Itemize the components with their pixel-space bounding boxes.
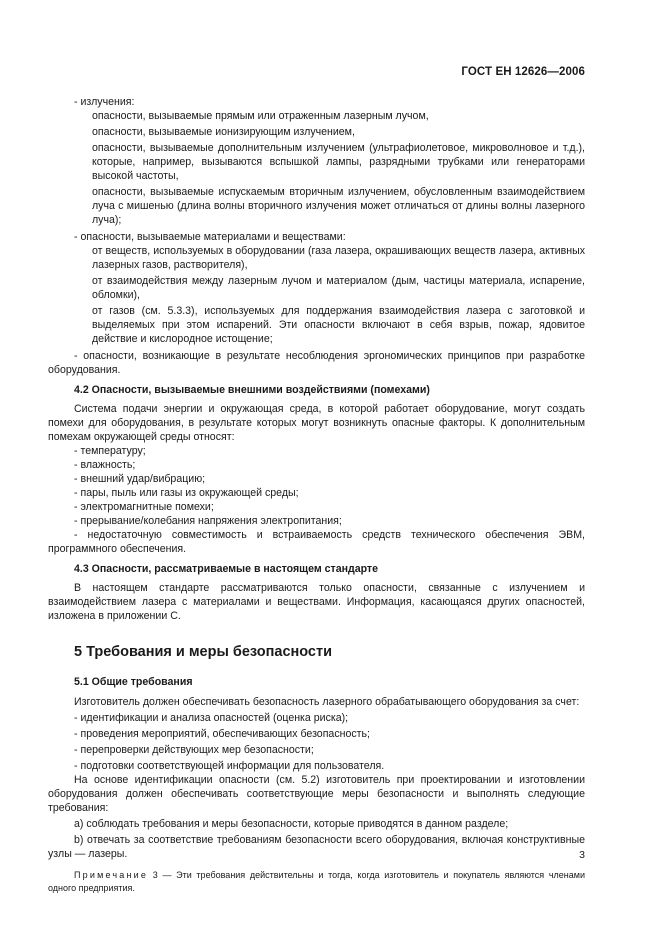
section-5-1-basis: На основе идентификации опасности (см. 5.2) изготовитель при проектировании и изготовлении оборудования должен обеспечивать соответствующие меры безопасности и выполнять следующие требования:: [48, 774, 585, 814]
page-content: [48, 95, 585, 895]
materials-item-3: от газов (см. 5.3.3), используемых для поддержания взаимодействия лазера с заготовкой и выделяемых при этом испарений. Эти опасности включают в себя взрыв, пожар, ядовитое действие и кислородное истощение;: [92, 305, 585, 345]
interference-item-3: - внешний удар/вибрацию;: [74, 473, 206, 485]
page-number: 3: [579, 849, 585, 861]
safety-item-3: - перепроверки действующих мер безопасности;: [74, 744, 314, 756]
radiation-item-1: опасности, вызываемые прямым или отраженным лазерным лучом,: [92, 110, 429, 122]
radiation-item-4: опасности, вызываемые испускаемым вторичным излучением, обусловленным взаимодействием луча с мишенью (длина волны вторичного излучения может отличаться от длины волны лазерного луча);: [92, 186, 585, 226]
section-5-1-heading: 5.1 Общие требования: [74, 676, 193, 688]
requirement-b: b) отвечать за соответствие требованиям безопасности всего оборудования, включая конструктивные узлы — лазеры.: [48, 834, 585, 860]
interference-item-6: - прерывание/колебания напряжения электропитания;: [74, 515, 342, 527]
note-3: [48, 869, 585, 895]
note-text: 3 — Эти требования действительны и тогда, когда изготовитель и покупатель являются членами одного предприятия.: [48, 870, 585, 893]
section-4-3-text: В настоящем стандарте рассматриваются только опасности, связанные с излучением и взаимодействием лазера с материалами и веществами. Информация, касающаяся других опасностей, изложена в приложении С.: [48, 582, 585, 622]
radiation-item-3: опасности, вызываемые дополнительным излучением (ультрафиолетовое, микроволновое и т.д.), которые, например, вызываются вспышкой лампы, разрядными трубками или генераторами высокой частоты,: [92, 142, 585, 182]
interference-item-1: - температуру;: [74, 445, 146, 457]
requirement-a: а) соблюдать требования и меры безопасности, которые приводятся в данном разделе;: [74, 818, 509, 830]
materials-title: - опасности, вызываемые материалами и веществами:: [74, 231, 346, 243]
standard-header: ГОСТ ЕН 12626—2006: [461, 66, 585, 78]
safety-item-1: - идентификации и анализа опасностей (оценка риска);: [74, 712, 349, 724]
interference-item-2: - влажность;: [74, 459, 136, 471]
ergonomic-hazards: - опасности, возникающие в результате несоблюдения эргономических принципов при разработке оборудования.: [48, 350, 585, 376]
interference-item-4: - пары, пыль или газы из окружающей среды;: [74, 487, 299, 499]
section-4-2-intro: Система подачи энергии и окружающая среда, в которой работает оборудование, могут создать помехи для оборудования, в результате которых могут возникнуть опасные факторы. К дополнительным помехам окружающей среды относят:: [48, 403, 585, 443]
materials-item-1: от веществ, используемых в оборудовании (газа лазера, окрашивающих веществ лазера, активных лазерных газов, растворителя),: [92, 245, 585, 271]
section-4-2-heading: 4.2 Опасности, вызываемые внешними воздействиями (помехами): [74, 384, 430, 396]
interference-item-5: - электромагнитные помехи;: [74, 501, 214, 513]
safety-item-2: - проведения мероприятий, обеспечивающих безопасность;: [74, 728, 370, 740]
section-4-3-heading: 4.3 Опасности, рассматриваемые в настоящем стандарте: [74, 563, 379, 575]
materials-item-2: от взаимодействия между лазерным лучом и материалом (дым, частицы материала, испарение, обломки),: [92, 275, 585, 301]
radiation-item-2: опасности, вызываемые ионизирующим излучением,: [92, 126, 355, 138]
section-5-1-intro: Изготовитель должен обеспечивать безопасность лазерного обрабатывающего оборудования за счет:: [74, 696, 580, 708]
note-label: Примечание: [74, 870, 149, 880]
safety-item-4: - подготовки соответствующей информации для пользователя.: [74, 760, 385, 772]
interference-item-7: - недостаточную совместимость и встраиваемость средств технического обеспечения ЭВМ, программного обеспечения.: [48, 529, 585, 555]
section-5-heading: 5 Требования и меры безопасности: [74, 644, 333, 660]
radiation-title: - излучения:: [74, 96, 135, 108]
